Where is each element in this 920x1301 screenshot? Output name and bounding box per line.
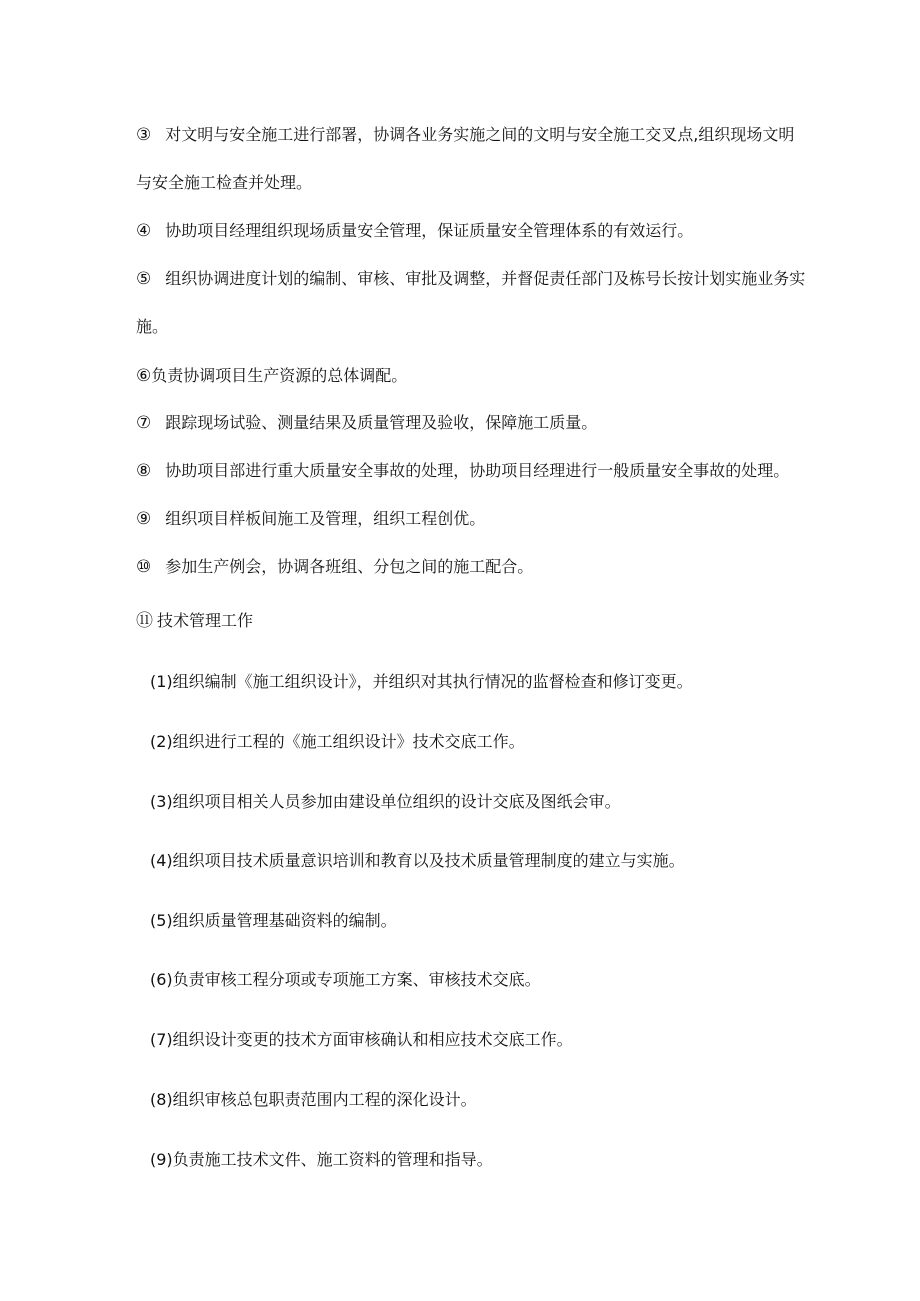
- list-item: [136, 364, 407, 388]
- sub-list-item: (1)组织编制《施工组织设计》，并组织对其执行情况的监督检查和修订变更。: [150, 672, 693, 691]
- item-text: 与安全施工检查并处理。: [136, 173, 313, 192]
- item-text: 技术管理工作: [157, 611, 254, 630]
- sub-list-item: (6)负责审核工程分项或专项施工方案、审核技术交底。: [150, 970, 541, 989]
- sub-list-item: (4)组织项目技术质量意识培训和教育以及技术质量管理制度的建立与实施。: [150, 851, 685, 870]
- sub-list-item: (8)组织审核总包职责范围内工程的深化设计。: [150, 1090, 477, 1109]
- list-item: [136, 609, 253, 633]
- sub-list-item: (5)组织质量管理基础资料的编制。: [150, 911, 397, 930]
- item-text: 协助项目经理组织现场质量安全管理，保证质量安全管理体系的有效运行。: [165, 221, 694, 240]
- item-text: 组织项目样板间施工及管理，组织工程创优。: [165, 509, 486, 528]
- list-item: [136, 555, 533, 579]
- item-number: ⑩: [136, 557, 152, 577]
- list-item: [136, 507, 485, 531]
- item-text: 协助项目部进行重大质量安全事故的处理，协助项目经理进行一般质量安全事故的处理。: [165, 461, 790, 480]
- item-text: 组织协调进度计划的编制、审核、审批及调整，并督促责任部门及栋号长按计划实施业务实: [165, 269, 806, 288]
- item-number: ⑨: [136, 509, 152, 529]
- item-text: 施。: [136, 317, 169, 336]
- item-text: 负责协调项目生产资源的总体调配。: [151, 366, 408, 385]
- item-number: ⑤: [136, 269, 152, 289]
- sub-list-item: (2)组织进行工程的《施工组织设计》技术交底工作。: [150, 732, 525, 751]
- list-item: [136, 219, 693, 243]
- item-number: ④: [136, 221, 152, 241]
- list-item-continuation: [136, 315, 168, 339]
- list-item: [136, 267, 805, 291]
- item-text: 参加生产例会，协调各班组、分包之间的施工配合。: [165, 557, 534, 576]
- sub-list-item: (3)组织项目相关人员参加由建设单位组织的设计交底及图纸会审。: [150, 792, 621, 811]
- item-text: 跟踪现场试验、测量结果及质量管理及验收，保障施工质量。: [165, 413, 598, 432]
- item-number: ⑥: [136, 366, 152, 386]
- item-number: ⑪: [136, 611, 153, 631]
- item-text: 对文明与安全施工进行部署，协调各业务实施之间的文明与安全施工交叉点,组织现场文明: [165, 125, 795, 144]
- list-item: [136, 411, 597, 435]
- item-number: ⑧: [136, 461, 152, 481]
- list-item: [136, 123, 794, 147]
- sub-list-item: (7)组织设计变更的技术方面审核确认和相应技术交底工作。: [150, 1030, 573, 1049]
- list-item-continuation: [136, 171, 312, 195]
- item-number: ⑦: [136, 413, 152, 433]
- sub-list-item: (9)负责施工技术文件、施工资料的管理和指导。: [150, 1150, 493, 1169]
- item-number: ③: [136, 125, 152, 145]
- list-item: [136, 459, 789, 483]
